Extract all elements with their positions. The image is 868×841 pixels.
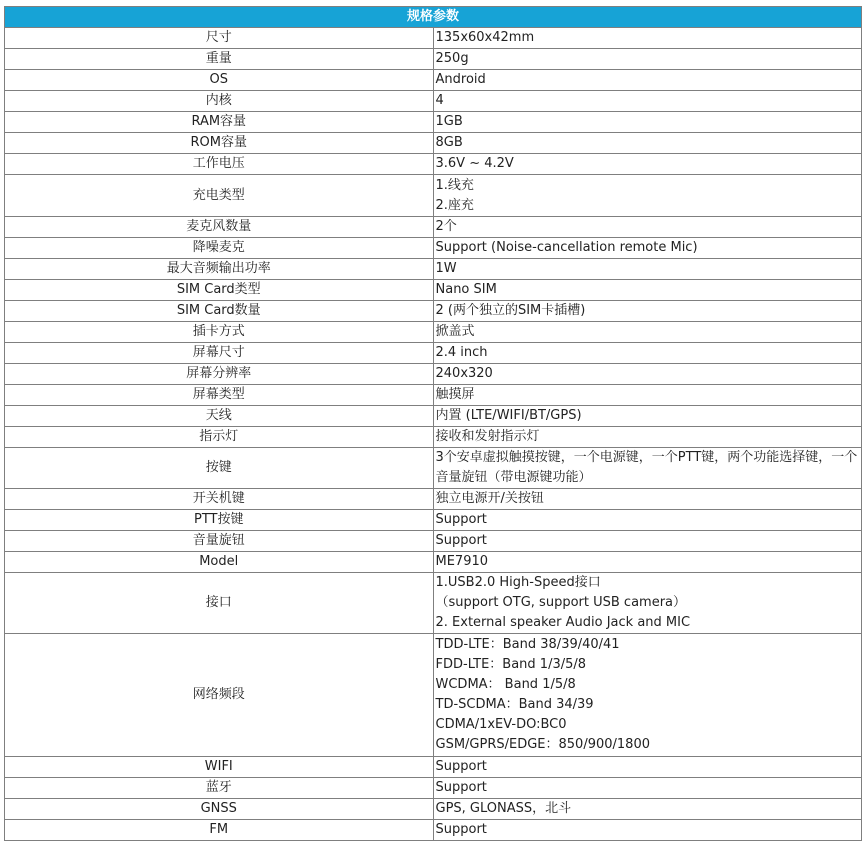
- spec-header-row: [5, 7, 862, 28]
- table-row: [5, 49, 862, 70]
- spec-label: GNSS: [5, 799, 434, 820]
- spec-value-line: GPS, GLONASS，北斗: [435, 801, 572, 816]
- spec-label: 天线: [5, 406, 434, 427]
- table-row: [5, 406, 862, 427]
- spec-label: Model: [5, 552, 434, 573]
- table-row: [5, 427, 862, 448]
- spec-label: 插卡方式: [5, 322, 434, 343]
- spec-value-line: 2 (两个独立的SIM卡插槽): [435, 303, 586, 318]
- spec-value: [433, 552, 862, 573]
- spec-value: [433, 406, 862, 427]
- spec-value-line: 8GB: [435, 135, 463, 150]
- spec-value-line: 250g: [435, 51, 469, 66]
- spec-value-line: CDMA/1xEV-DO:BC0: [435, 717, 567, 732]
- spec-value: [433, 799, 862, 820]
- table-row: [5, 634, 862, 757]
- spec-value-line: 2.座充: [435, 197, 474, 213]
- table-row: [5, 91, 862, 112]
- table-row: [5, 531, 862, 552]
- spec-label: 重量: [5, 49, 434, 70]
- spec-value: [433, 634, 862, 757]
- spec-value-line: GSM/GPRS/EDGE：850/900/1800: [435, 737, 650, 752]
- spec-value-line: FDD-LTE：Band 1/3/5/8: [435, 657, 587, 672]
- spec-value-line: Support: [435, 512, 487, 527]
- spec-value-line: 4: [435, 93, 444, 108]
- spec-value: [433, 259, 862, 280]
- spec-value-line: Support: [435, 822, 487, 837]
- spec-value-line: Support (Noise-cancellation remote Mic): [435, 240, 698, 255]
- spec-label: WIFI: [5, 757, 434, 778]
- spec-label: 充电类型: [5, 175, 434, 217]
- spec-value: [433, 531, 862, 552]
- spec-value-line: Nano SIM: [435, 282, 497, 297]
- spec-value-line: 接收和发射指示灯: [435, 429, 540, 444]
- table-row: [5, 343, 862, 364]
- spec-value-line: 掀盖式: [435, 324, 475, 339]
- spec-value-line: 240x320: [435, 366, 493, 381]
- spec-table-title: 规格参数: [5, 7, 862, 28]
- table-row: [5, 70, 862, 91]
- spec-label: 指示灯: [5, 427, 434, 448]
- spec-value: [433, 820, 862, 841]
- spec-value: [433, 573, 862, 634]
- spec-value-line: 3.6V ~ 4.2V: [435, 156, 514, 171]
- spec-label: 屏幕分辨率: [5, 364, 434, 385]
- spec-value: [433, 343, 862, 364]
- spec-label: 内核: [5, 91, 434, 112]
- table-row: [5, 573, 862, 634]
- spec-value-line: Support: [435, 780, 487, 795]
- spec-label: SIM Card数量: [5, 301, 434, 322]
- spec-value: [433, 280, 862, 301]
- table-row: [5, 778, 862, 799]
- spec-value-line: 3个安卓虚拟触摸按键，一个电源键，一个PTT键，两个功能选择键，一个音量旋钮（带电源键功能）: [435, 450, 858, 485]
- table-row: [5, 238, 862, 259]
- spec-label: 屏幕类型: [5, 385, 434, 406]
- spec-value: [433, 238, 862, 259]
- spec-value-line: Support: [435, 533, 487, 548]
- spec-value: [433, 489, 862, 510]
- spec-value: [433, 154, 862, 175]
- table-row: [5, 259, 862, 280]
- spec-label: ROM容量: [5, 133, 434, 154]
- spec-value-line: Support: [435, 759, 487, 774]
- table-row: [5, 133, 862, 154]
- spec-label: 最大音频输出功率: [5, 259, 434, 280]
- spec-value: [433, 778, 862, 799]
- spec-value-line: 独立电源开/关按钮: [435, 491, 544, 506]
- table-row: [5, 489, 862, 510]
- spec-label: 开关机键: [5, 489, 434, 510]
- table-row: [5, 28, 862, 49]
- spec-value: [433, 70, 862, 91]
- spec-value-line: 1.USB2.0 High-Speed接口: [435, 575, 601, 590]
- spec-value-line: ME7910: [435, 554, 489, 569]
- spec-table: [4, 6, 862, 841]
- spec-label: SIM Card类型: [5, 280, 434, 301]
- table-row: [5, 175, 862, 217]
- table-row: [5, 154, 862, 175]
- spec-value: [433, 112, 862, 133]
- spec-value: [433, 49, 862, 70]
- table-row: [5, 217, 862, 238]
- spec-value: [433, 427, 862, 448]
- spec-value-line: 1W: [435, 261, 457, 276]
- table-row: [5, 799, 862, 820]
- spec-value: [433, 385, 862, 406]
- spec-value-line: 2个: [435, 219, 457, 234]
- spec-value: [433, 175, 862, 217]
- table-row: [5, 820, 862, 841]
- table-row: [5, 322, 862, 343]
- spec-label: 麦克风数量: [5, 217, 434, 238]
- spec-value: [433, 448, 862, 489]
- table-row: [5, 552, 862, 573]
- spec-value: [433, 757, 862, 778]
- spec-value-line: （support OTG, support USB camera）: [435, 595, 687, 610]
- spec-value-line: 触摸屏: [435, 387, 475, 402]
- spec-label: 屏幕尺寸: [5, 343, 434, 364]
- spec-value: [433, 28, 862, 49]
- spec-label: 降噪麦克: [5, 238, 434, 259]
- table-row: [5, 510, 862, 531]
- table-row: [5, 364, 862, 385]
- spec-label: PTT按键: [5, 510, 434, 531]
- spec-value-line: 2. External speaker Audio Jack and MIC: [435, 615, 691, 630]
- spec-value: [433, 510, 862, 531]
- spec-value-line: Android: [435, 72, 486, 87]
- spec-label: 网络频段: [5, 634, 434, 757]
- spec-value-line: WCDMA： Band 1/5/8: [435, 677, 576, 692]
- spec-value: [433, 217, 862, 238]
- spec-label: 音量旋钮: [5, 531, 434, 552]
- table-row: [5, 280, 862, 301]
- table-row: [5, 757, 862, 778]
- spec-label: FM: [5, 820, 434, 841]
- spec-value-line: 2.4 inch: [435, 345, 488, 360]
- table-row: [5, 385, 862, 406]
- spec-value-line: TD-SCDMA：Band 34/39: [435, 697, 594, 712]
- spec-label: RAM容量: [5, 112, 434, 133]
- spec-value-line: 135x60x42mm: [435, 30, 535, 45]
- spec-value: [433, 301, 862, 322]
- table-row: [5, 448, 862, 489]
- spec-value-line: 1GB: [435, 114, 463, 129]
- spec-label: 尺寸: [5, 28, 434, 49]
- spec-value: [433, 133, 862, 154]
- spec-label: 工作电压: [5, 154, 434, 175]
- spec-value: [433, 322, 862, 343]
- spec-value: [433, 364, 862, 385]
- spec-value-line: 1.线充: [435, 177, 474, 193]
- spec-value: [433, 91, 862, 112]
- table-row: [5, 301, 862, 322]
- spec-label: 接口: [5, 573, 434, 634]
- spec-label: 蓝牙: [5, 778, 434, 799]
- table-row: [5, 112, 862, 133]
- spec-value-line: 内置 (LTE/WIFI/BT/GPS): [435, 408, 582, 423]
- spec-value-line: TDD-LTE：Band 38/39/40/41: [435, 637, 620, 652]
- spec-table-body: [5, 28, 862, 841]
- spec-label: OS: [5, 70, 434, 91]
- spec-label: 按键: [5, 448, 434, 489]
